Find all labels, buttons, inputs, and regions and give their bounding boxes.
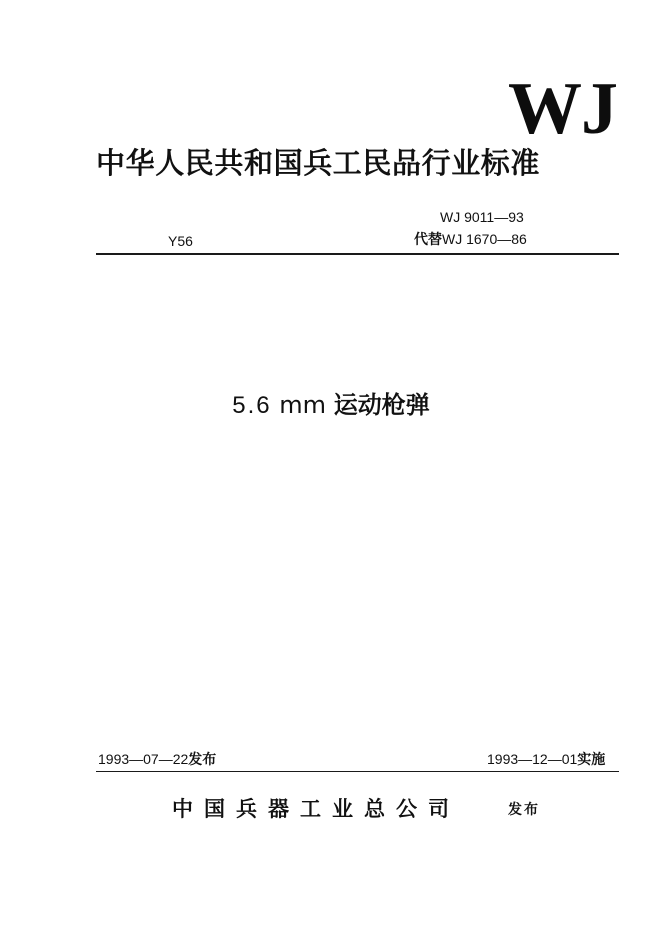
publisher-name: 中国兵器工业总公司	[172, 796, 460, 821]
implement-date-line	[487, 752, 605, 767]
issue-date-line	[98, 752, 216, 767]
publish-word: 发布	[508, 802, 540, 818]
issue-date: 1993—07—22	[98, 751, 189, 767]
header-divider	[96, 253, 619, 255]
issue-label: 发布	[188, 752, 217, 768]
implement-date: 1993—12—01	[487, 751, 578, 767]
implement-label: 实施	[577, 752, 606, 768]
standard-category-heading: 中华人民共和国兵工民品行业标准	[96, 146, 541, 180]
replaces-line	[414, 232, 527, 247]
title-number: 5.6	[232, 392, 272, 419]
document-title	[0, 393, 662, 418]
title-unit: mm	[279, 391, 327, 419]
replaces-code: WJ 1670—86	[442, 231, 527, 247]
footer-divider	[96, 771, 619, 772]
classification-code: Y56	[168, 233, 193, 249]
document-code: WJ 9011—93	[440, 209, 524, 225]
title-text: 运动枪弹	[333, 391, 430, 419]
replaces-label: 代替	[414, 232, 442, 248]
wj-logo: WJ	[508, 68, 617, 150]
